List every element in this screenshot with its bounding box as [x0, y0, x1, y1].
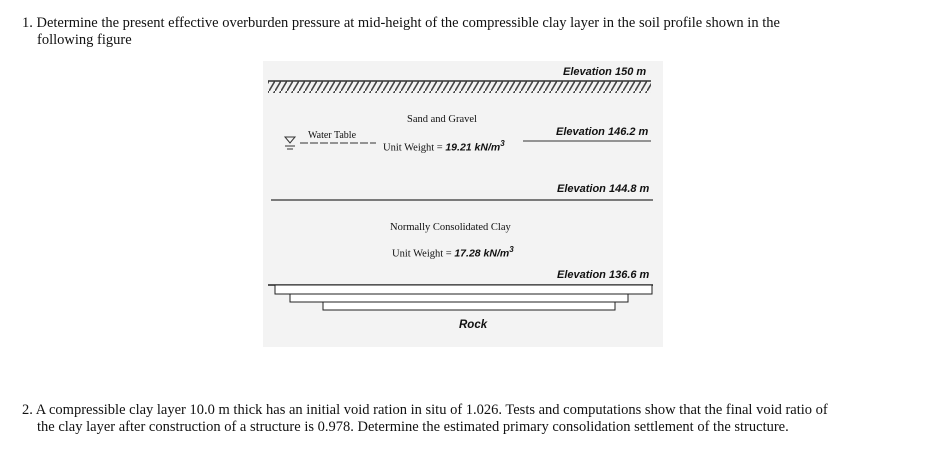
- elevation-136-6-label: Elevation 136.6 m: [557, 269, 650, 281]
- clay-unit-weight-label: Unit Weight =: [392, 248, 452, 260]
- elevation-144-8-label: Elevation 144.8 m: [557, 183, 650, 195]
- soil-profile-figure: [263, 61, 663, 347]
- question-2-text: A compressible clay layer 10.0 m thick has an initial void ration in situ of 1.026. Tests and computations show that the final void ratio of: [35, 402, 828, 418]
- ground-surface-hatch: [268, 81, 651, 93]
- question-1-line-1: [22, 15, 922, 32]
- sand-unit-weight-value: 19.21 kN/m: [445, 141, 501, 154]
- water-table-icon: [285, 137, 295, 149]
- question-2-line-1: [22, 402, 922, 419]
- question-2: [22, 402, 922, 436]
- question-1-text: Determine the present effective overburden pressure at mid-height of the compressible clay layer in the soil profile shown in the: [36, 15, 780, 31]
- sand-unit-weight: [383, 139, 505, 154]
- sand-unit-weight-label: Unit Weight =: [383, 142, 443, 154]
- question-2-line-2: the clay layer after construction of a structure is 0.978. Determine the estimated primary consolidation settlement of the structure.: [37, 419, 789, 435]
- question-1: [22, 15, 922, 49]
- question-1-number: 1.: [22, 15, 33, 31]
- elevation-146-2-label: Elevation 146.2 m: [556, 126, 649, 138]
- rock-layer: [268, 285, 653, 310]
- elevation-150-label: Elevation 150 m: [563, 66, 647, 78]
- rock-label: Rock: [459, 319, 488, 331]
- clay-layer-name: Normally Consolidated Clay: [390, 222, 511, 233]
- clay-unit-exponent: 3: [509, 245, 514, 254]
- water-table-label: Water Table: [308, 130, 357, 141]
- question-1-line-2: following figure: [37, 32, 132, 48]
- sand-unit-exponent: 3: [500, 139, 505, 148]
- soil-profile-drawing: [263, 61, 663, 347]
- clay-unit-weight: [392, 245, 514, 260]
- clay-unit-weight-value: 17.28 kN/m: [454, 247, 510, 260]
- question-2-number: 2.: [22, 402, 33, 418]
- sand-layer-name: Sand and Gravel: [407, 114, 477, 125]
